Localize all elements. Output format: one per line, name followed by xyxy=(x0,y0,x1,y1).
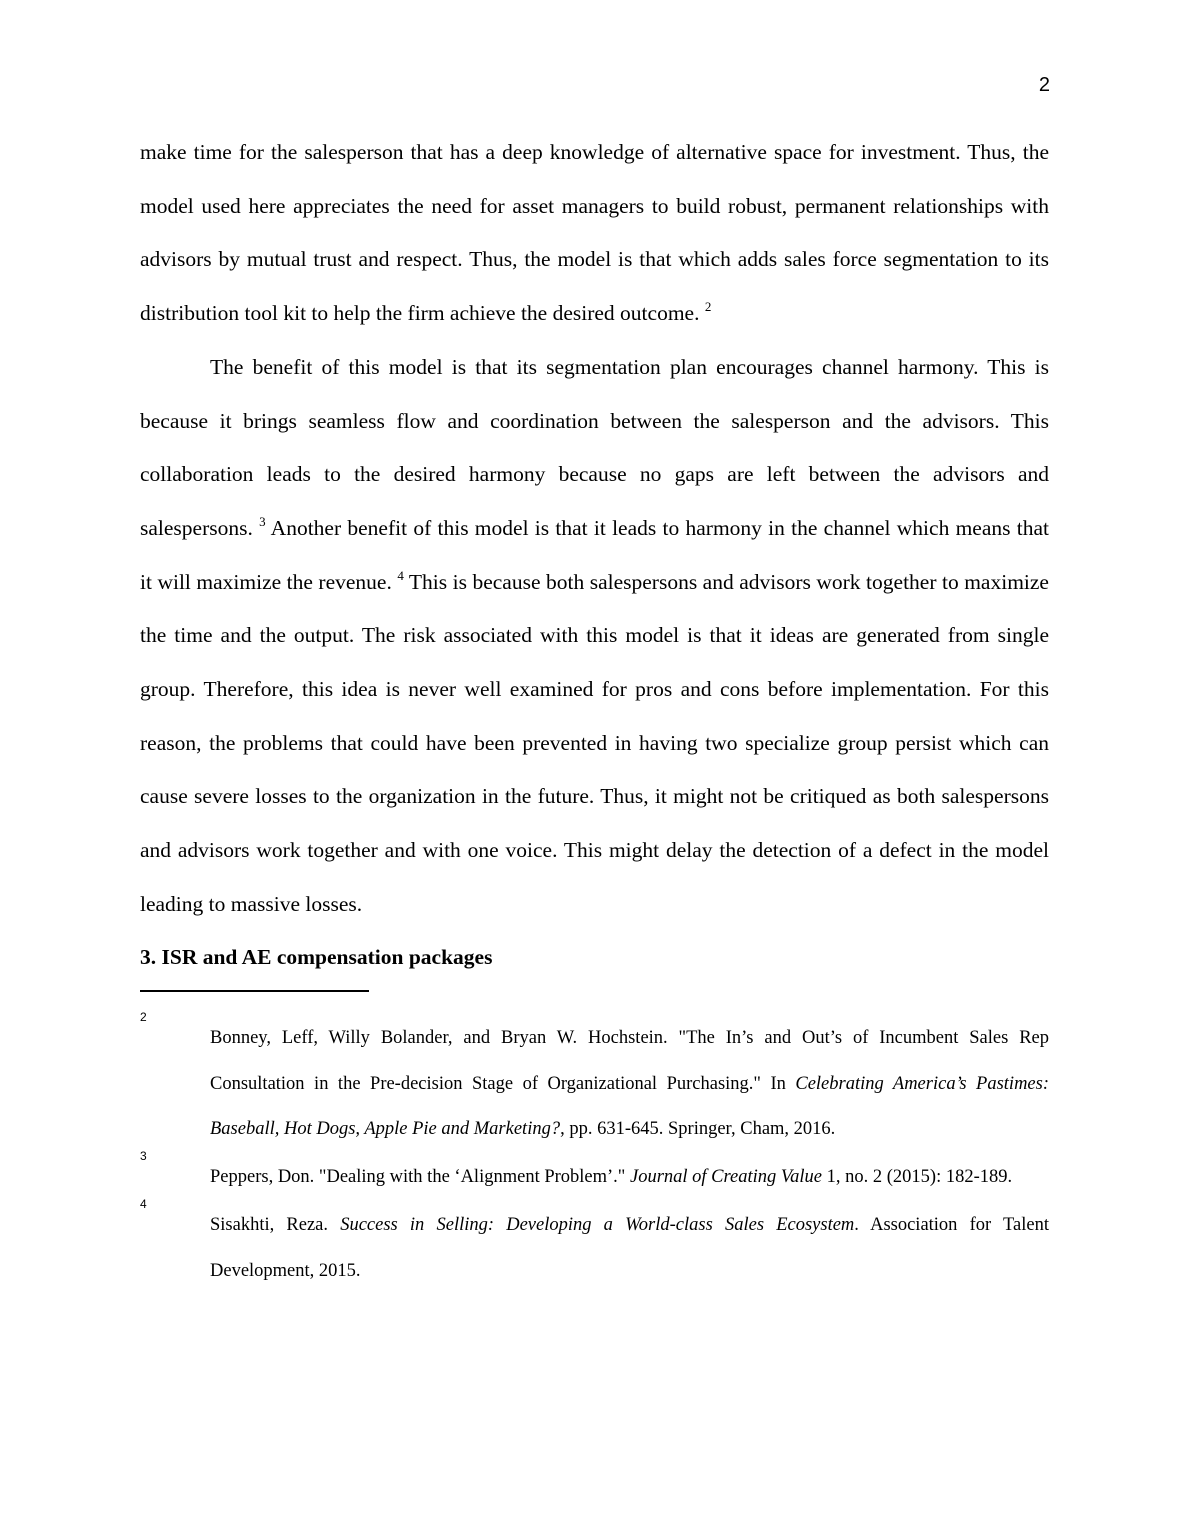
body-text xyxy=(140,126,1049,932)
footnote-citation: Bonney, Leff, Willy Bolander, and Bryan W. Hochstein. "The In’s and Out’s of Incumbent Sales Rep Consultation in the Pre-decision Stage of Organizational Purchasing." In xyxy=(210,1028,1049,1094)
footnote-citation: Sisakhti, Reza. xyxy=(210,1215,341,1236)
footnote-text xyxy=(210,1215,1049,1281)
footnote-citation-end: , pp. 631-645. Springer, Cham, 2016. xyxy=(560,1119,836,1140)
paragraph-2-text-c: This is because both salespersons and advisors work together to maximize the time and the output. The risk associated with this model is that it ideas are generated from single group. Therefore, this idea is never well examined for pros and cons before implementation. For this reason, the problems that could have been prevented in having two specialize group persist which can cause severe losses to the organization in the future. Thus, it might not be critiqued as both salespersons and advisors work together and with one voice. This might delay the detection of a defect in the model leading to massive losses. xyxy=(140,569,1049,916)
footnote-number: 4 xyxy=(140,1197,147,1212)
paragraph-1 xyxy=(140,126,1049,341)
footnote-ref-4[interactable]: 4 xyxy=(397,567,404,583)
footnote-3 xyxy=(140,1149,1049,1201)
footnotes xyxy=(140,1010,1049,1297)
footnote-separator xyxy=(140,990,369,992)
footnote-title: Celebrating America’s Pastimes: Baseball, Hot Dogs, Apple Pie and Marketing? xyxy=(210,1073,1049,1140)
footnote-ref-3[interactable]: 3 xyxy=(259,513,266,529)
footnote-4 xyxy=(140,1197,1049,1294)
paragraph-2-text-a: The benefit of this model is that its segmentation plan encourages channel harmony. This is because it brings seamless flow and coordination between the salesperson and the advisors. This collaboration leads to the desired harmony because no gaps are left between the advisors and salespersons. xyxy=(140,354,1049,540)
footnote-text xyxy=(210,1028,1049,1139)
paragraph-2-text-b: Another benefit of this model is that it leads to harmony in the channel which means that it will maximize the revenue. xyxy=(140,515,1049,594)
footnote-title: Success in Selling: Developing a World-class Sales Ecosystem xyxy=(340,1215,855,1236)
section-heading: 3. ISR and AE compensation packages xyxy=(140,945,493,969)
footnote-number: 3 xyxy=(140,1149,147,1164)
footnote-citation: Peppers, Don. "Dealing with the ‘Alignment Problem’." xyxy=(210,1167,630,1188)
footnote-2 xyxy=(140,1010,1049,1153)
footnote-citation-end: 1, no. 2 (2015): 182-189. xyxy=(822,1167,1013,1188)
footnote-citation-end: . Association for Talent Development, 2015. xyxy=(210,1215,1049,1281)
footnote-text xyxy=(210,1167,1012,1187)
paragraph-2 xyxy=(140,341,1049,932)
footnote-number: 2 xyxy=(140,1010,147,1024)
footnote-title: Journal of Creating Value xyxy=(629,1167,822,1188)
paragraph-1-text: make time for the salesperson that has a deep knowledge of alternative space for investment. Thus, the model used here appreciates the need for asset managers to build robust, permanent relationships with advisors by mutual trust and respect. Thus, the model is that which adds sales force segmentation to its distribution tool kit to help the firm achieve the desired outcome. xyxy=(140,140,1049,326)
footnote-ref-2[interactable]: 2 xyxy=(704,299,712,315)
page-number: 2 xyxy=(1038,74,1050,96)
